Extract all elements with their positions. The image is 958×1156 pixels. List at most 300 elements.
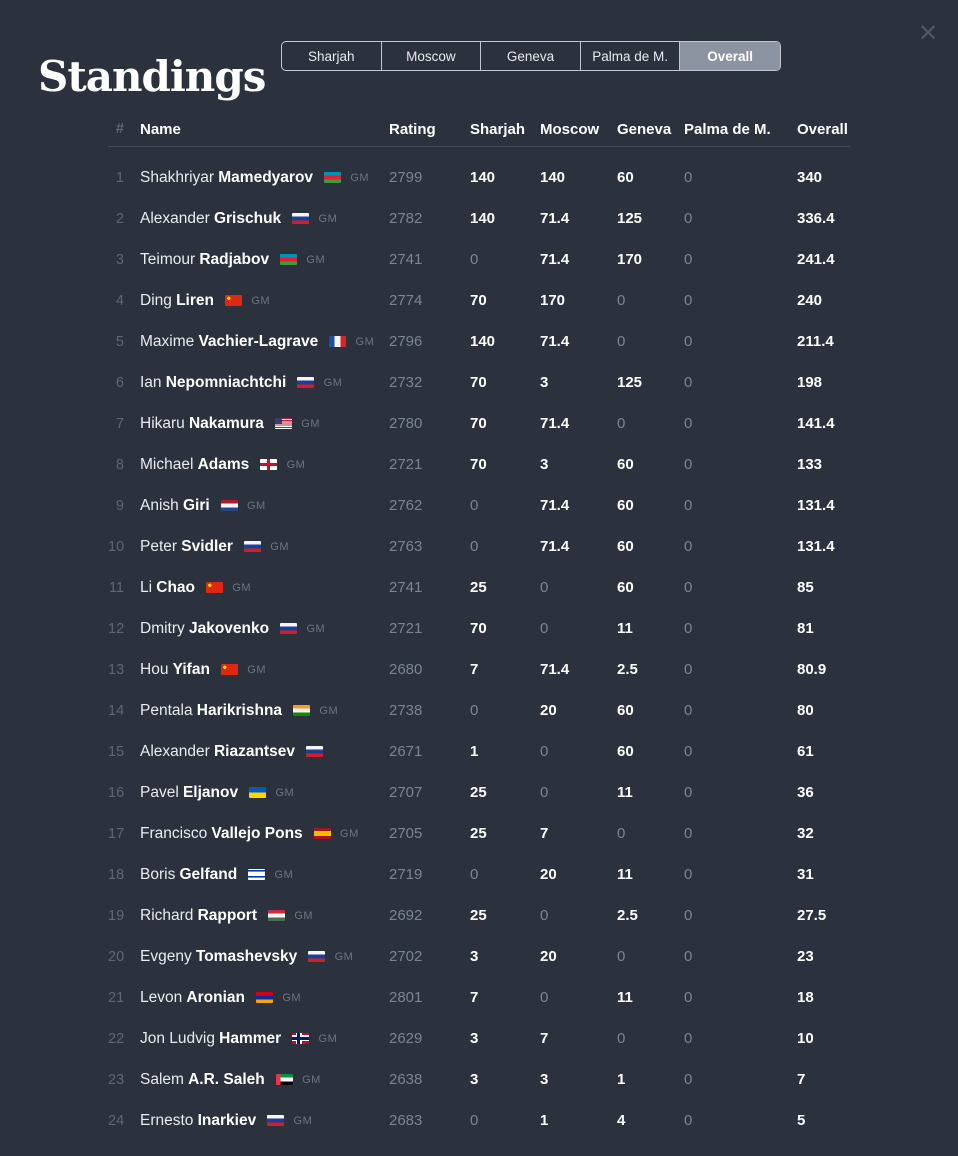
player-last-name: Nakamura <box>188 414 264 432</box>
gm-title: GM <box>232 581 252 594</box>
overall-score: 80 <box>797 702 814 719</box>
table-header-row <box>108 112 850 147</box>
moscow-score: 170 <box>540 292 566 309</box>
standings-table <box>108 112 850 1141</box>
table-row <box>108 1059 850 1100</box>
player-name <box>132 661 389 679</box>
player-last-name: Liren <box>176 291 214 309</box>
table-row <box>108 198 850 239</box>
overall-score: 23 <box>797 948 814 965</box>
header-palma: Palma de M. <box>684 120 771 138</box>
rating-value: 2796 <box>389 333 423 350</box>
rank: 24 <box>108 1112 125 1129</box>
player-first-name: Ian <box>140 373 162 391</box>
geneva-score: 60 <box>617 497 634 514</box>
player-first-name: Dmitry <box>140 619 185 637</box>
player-name <box>132 948 389 966</box>
geneva-score: 0 <box>617 825 626 842</box>
geneva-score: 2.5 <box>617 907 638 924</box>
tab-sharjah[interactable]: Sharjah <box>282 42 382 70</box>
player-last-name: Rapport <box>197 906 258 924</box>
overall-score: 133 <box>797 456 823 473</box>
player-last-name: Hammer <box>219 1029 282 1047</box>
sharjah-score: 1 <box>470 743 479 760</box>
moscow-score: 20 <box>540 702 557 719</box>
rating-value: 2799 <box>389 169 423 186</box>
palma-score: 0 <box>684 1030 693 1047</box>
palma-score: 0 <box>684 907 693 924</box>
player-first-name: Alexander <box>140 209 210 227</box>
overall-score: 85 <box>797 579 814 596</box>
player-last-name: Adams <box>197 455 250 473</box>
player-first-name: Salem <box>140 1070 184 1088</box>
rank: 19 <box>108 907 125 924</box>
overall-score: 141.4 <box>797 415 835 432</box>
palma-score: 0 <box>684 784 693 801</box>
moscow-score: 0 <box>540 989 549 1006</box>
table-row <box>108 1100 850 1141</box>
moscow-score: 20 <box>540 948 557 965</box>
table-row <box>108 1018 850 1059</box>
flag-en-icon <box>260 459 277 470</box>
player-last-name: Svidler <box>181 537 233 555</box>
header-overall: Overall <box>797 120 848 138</box>
player-first-name: Teimour <box>140 250 196 268</box>
player-name <box>132 497 389 515</box>
palma-score: 0 <box>684 497 693 514</box>
rating-value: 2741 <box>389 251 423 268</box>
geneva-score: 0 <box>617 1030 626 1047</box>
flag-cn-icon <box>225 295 242 306</box>
table-row <box>108 321 850 362</box>
geneva-score: 60 <box>617 538 634 555</box>
player-last-name: Grischuk <box>213 209 282 227</box>
geneva-score: 2.5 <box>617 661 638 678</box>
player-first-name: Pentala <box>140 701 193 719</box>
player-name <box>132 374 389 392</box>
rating-value: 2638 <box>389 1071 423 1088</box>
table-row <box>108 362 850 403</box>
palma-score: 0 <box>684 825 693 842</box>
header-rank: # <box>115 121 124 137</box>
flag-ru-icon <box>267 1115 284 1126</box>
moscow-score: 71.4 <box>540 415 570 432</box>
rating-value: 2683 <box>389 1112 423 1129</box>
geneva-score: 60 <box>617 169 634 186</box>
sharjah-score: 25 <box>470 825 487 842</box>
moscow-score: 3 <box>540 1071 549 1088</box>
table-row <box>108 403 850 444</box>
geneva-score: 0 <box>617 333 626 350</box>
gm-title: GM <box>301 417 321 430</box>
tournament-tab-group <box>281 41 781 71</box>
player-name <box>132 415 389 433</box>
gm-title: GM <box>340 827 359 840</box>
gm-title: GM <box>270 540 290 553</box>
palma-score: 0 <box>684 661 693 678</box>
rank: 3 <box>115 251 124 268</box>
rank: 18 <box>108 866 125 883</box>
player-last-name: Chao <box>156 578 195 596</box>
gm-title: GM <box>323 376 343 389</box>
rating-value: 2707 <box>389 784 423 801</box>
palma-score: 0 <box>684 743 693 760</box>
overall-score: 241.4 <box>797 251 835 268</box>
sharjah-score: 140 <box>470 333 496 350</box>
sharjah-score: 0 <box>470 702 479 719</box>
sharjah-score: 0 <box>470 866 479 883</box>
moscow-score: 0 <box>540 579 549 596</box>
header-geneva: Geneva <box>617 120 672 138</box>
moscow-score: 71.4 <box>540 251 570 268</box>
player-first-name: Hou <box>140 660 169 678</box>
gm-title: GM <box>306 622 326 635</box>
header-rating: Rating <box>389 120 436 138</box>
rank: 4 <box>115 292 124 309</box>
overall-score: 27.5 <box>797 907 827 924</box>
player-last-name: Riazantsev <box>213 742 295 760</box>
flag-fr-icon <box>329 336 346 347</box>
rank: 21 <box>108 989 125 1006</box>
overall-score: 131.4 <box>797 538 835 555</box>
gm-title: GM <box>293 1114 313 1127</box>
gm-title: GM <box>302 1073 321 1086</box>
gm-title: GM <box>286 458 306 471</box>
rank: 17 <box>108 825 125 842</box>
rating-value: 2732 <box>389 374 423 391</box>
geneva-score: 60 <box>617 579 634 596</box>
table-row <box>108 854 850 895</box>
player-first-name: Michael <box>140 455 194 473</box>
palma-score: 0 <box>684 948 693 965</box>
palma-score: 0 <box>684 456 693 473</box>
geneva-score: 60 <box>617 456 634 473</box>
sharjah-score: 25 <box>470 784 487 801</box>
rating-value: 2741 <box>389 579 423 596</box>
table-row <box>108 567 850 608</box>
overall-score: 198 <box>797 374 823 391</box>
rank: 16 <box>108 784 125 801</box>
sharjah-score: 70 <box>470 620 487 637</box>
table-row <box>108 813 850 854</box>
overall-score: 5 <box>797 1112 806 1129</box>
sharjah-score: 0 <box>470 1112 479 1129</box>
palma-score: 0 <box>684 620 693 637</box>
rating-value: 2738 <box>389 702 423 719</box>
sharjah-score: 140 <box>470 169 496 186</box>
player-last-name: Inarkiev <box>197 1111 257 1129</box>
palma-score: 0 <box>684 579 693 596</box>
palma-score: 0 <box>684 702 693 719</box>
player-name <box>132 784 389 802</box>
flag-ru-icon <box>280 623 297 634</box>
player-name <box>132 579 389 597</box>
player-last-name: Gelfand <box>179 865 238 883</box>
player-name <box>132 169 389 187</box>
gm-title: GM <box>334 950 354 963</box>
overall-score: 7 <box>797 1071 806 1088</box>
player-name <box>132 538 389 556</box>
player-last-name: Tomashevsky <box>195 947 298 965</box>
gm-title: GM <box>350 171 370 184</box>
geneva-score: 60 <box>617 702 634 719</box>
sharjah-score: 25 <box>470 579 487 596</box>
sharjah-score: 25 <box>470 907 487 924</box>
overall-score: 10 <box>797 1030 814 1047</box>
moscow-score: 71.4 <box>540 538 570 555</box>
player-last-name: A.R. Saleh <box>188 1070 265 1088</box>
moscow-score: 140 <box>540 169 566 186</box>
player-name <box>132 989 389 1007</box>
geneva-score: 11 <box>617 784 633 801</box>
moscow-score: 71.4 <box>540 497 570 514</box>
moscow-score: 7 <box>540 1030 549 1047</box>
moscow-score: 71.4 <box>540 210 570 227</box>
player-name <box>132 292 389 310</box>
rating-value: 2719 <box>389 866 423 883</box>
player-first-name: Hikaru <box>140 414 185 432</box>
geneva-score: 11 <box>617 620 633 637</box>
sharjah-score: 70 <box>470 415 487 432</box>
sharjah-score: 0 <box>470 251 479 268</box>
player-name <box>132 907 389 925</box>
moscow-score: 71.4 <box>540 661 570 678</box>
flag-ru-icon <box>308 951 325 962</box>
table-row <box>108 936 850 977</box>
geneva-score: 11 <box>617 866 633 883</box>
sharjah-score: 3 <box>470 948 479 965</box>
flag-cn-icon <box>206 582 223 593</box>
moscow-score: 3 <box>540 374 549 391</box>
sharjah-score: 70 <box>470 456 487 473</box>
flag-az-icon <box>280 254 297 265</box>
overall-score: 336.4 <box>797 210 835 227</box>
overall-score: 81 <box>797 620 814 637</box>
sharjah-score: 70 <box>470 292 487 309</box>
tab-palma-de-m[interactable]: Palma de M. <box>581 42 681 70</box>
sharjah-score: 70 <box>470 374 487 391</box>
palma-score: 0 <box>684 415 693 432</box>
rating-value: 2721 <box>389 456 423 473</box>
flag-am-icon <box>256 992 273 1003</box>
flag-us-icon <box>275 418 292 429</box>
palma-score: 0 <box>684 1112 693 1129</box>
geneva-score: 0 <box>617 948 626 965</box>
gm-title: GM <box>275 786 295 799</box>
table-row <box>108 977 850 1018</box>
gm-title: GM <box>294 909 314 922</box>
palma-score: 0 <box>684 866 693 883</box>
flag-hu-icon <box>268 910 285 921</box>
geneva-score: 170 <box>617 251 643 268</box>
player-last-name: Mamedyarov <box>218 168 314 186</box>
table-row <box>108 157 850 198</box>
player-last-name: Yifan <box>172 660 210 678</box>
gm-title: GM <box>318 212 338 225</box>
tab-moscow[interactable]: Moscow <box>382 42 482 70</box>
overall-score: 36 <box>797 784 814 801</box>
rating-value: 2629 <box>389 1030 423 1047</box>
player-first-name: Francisco <box>140 824 208 842</box>
geneva-score: 1 <box>617 1071 626 1088</box>
player-first-name: Maxime <box>140 332 195 350</box>
palma-score: 0 <box>684 374 693 391</box>
rating-value: 2774 <box>389 292 423 309</box>
palma-score: 0 <box>684 292 693 309</box>
flag-ru-icon <box>292 213 309 224</box>
overall-score: 240 <box>797 292 823 309</box>
rating-value: 2721 <box>389 620 423 637</box>
palma-score: 0 <box>684 538 693 555</box>
sharjah-score: 3 <box>470 1071 479 1088</box>
rank: 20 <box>108 948 125 965</box>
table-row <box>108 239 850 280</box>
rank: 15 <box>108 743 125 760</box>
gm-title: GM <box>319 704 339 717</box>
palma-score: 0 <box>684 989 693 1006</box>
player-first-name: Pavel <box>140 783 179 801</box>
rank: 6 <box>115 374 124 391</box>
moscow-score: 20 <box>540 866 557 883</box>
geneva-score: 4 <box>617 1112 626 1129</box>
gm-title: GM <box>318 1032 338 1045</box>
geneva-score: 0 <box>617 415 626 432</box>
rank: 2 <box>115 210 124 227</box>
player-name <box>132 743 389 761</box>
table-body <box>108 157 850 1141</box>
close-icon: ✕ <box>917 19 939 47</box>
rank: 8 <box>115 456 124 473</box>
table-row <box>108 895 850 936</box>
player-name <box>132 1071 389 1089</box>
player-first-name: Levon <box>140 988 183 1006</box>
gm-title: GM <box>306 253 326 266</box>
player-first-name: Peter <box>140 537 178 555</box>
header-name: Name <box>140 120 181 138</box>
player-first-name: Ernesto <box>140 1111 194 1129</box>
rank: 22 <box>108 1030 125 1047</box>
tab-overall[interactable]: Overall <box>680 42 780 70</box>
player-first-name: Shakhriyar <box>140 168 215 186</box>
player-name <box>132 251 389 269</box>
palma-score: 0 <box>684 1071 693 1088</box>
flag-es-icon <box>314 828 331 839</box>
rating-value: 2692 <box>389 907 423 924</box>
geneva-score: 11 <box>617 989 633 1006</box>
player-last-name: Radjabov <box>199 250 270 268</box>
player-last-name: Aronian <box>186 988 245 1006</box>
moscow-score: 0 <box>540 743 549 760</box>
geneva-score: 125 <box>617 210 643 227</box>
rank: 11 <box>108 579 124 596</box>
player-name <box>132 1112 389 1130</box>
flag-cn-icon <box>221 664 238 675</box>
overall-score: 131.4 <box>797 497 835 514</box>
flag-ru-icon <box>306 746 323 757</box>
player-last-name: Vachier-Lagrave <box>198 332 319 350</box>
rating-value: 2801 <box>389 989 423 1006</box>
player-first-name: Evgeny <box>140 947 192 965</box>
moscow-score: 0 <box>540 784 549 801</box>
player-last-name: Nepomniachtchi <box>165 373 287 391</box>
palma-score: 0 <box>684 333 693 350</box>
overall-score: 31 <box>797 866 814 883</box>
gm-title: GM <box>251 294 271 307</box>
player-name <box>132 333 389 351</box>
gm-title: GM <box>274 868 294 881</box>
moscow-score: 3 <box>540 456 549 473</box>
flag-az-icon <box>324 172 341 183</box>
tab-geneva[interactable]: Geneva <box>481 42 581 70</box>
player-last-name: Giri <box>182 496 210 514</box>
sharjah-score: 7 <box>470 989 479 1006</box>
table-row <box>108 731 850 772</box>
moscow-score: 7 <box>540 825 549 842</box>
player-first-name: Anish <box>140 496 179 514</box>
rank: 10 <box>108 538 125 555</box>
player-name <box>132 1030 389 1048</box>
geneva-score: 125 <box>617 374 643 391</box>
flag-no-icon <box>292 1033 309 1044</box>
player-first-name: Li <box>140 578 153 596</box>
table-row <box>108 649 850 690</box>
header-moscow: Moscow <box>540 120 600 138</box>
flag-ua-icon <box>249 787 266 798</box>
table-row <box>108 526 850 567</box>
table-row <box>108 444 850 485</box>
rating-value: 2762 <box>389 497 423 514</box>
palma-score: 0 <box>684 210 693 227</box>
player-name <box>132 620 389 638</box>
overall-score: 32 <box>797 825 814 842</box>
moscow-score: 1 <box>540 1112 549 1129</box>
player-first-name: Boris <box>140 865 176 883</box>
sharjah-score: 7 <box>470 661 479 678</box>
moscow-score: 0 <box>540 620 549 637</box>
table-row <box>108 690 850 731</box>
rating-value: 2680 <box>389 661 423 678</box>
player-first-name: Alexander <box>140 742 210 760</box>
player-first-name: Ding <box>140 291 172 309</box>
rank: 13 <box>108 661 125 678</box>
sharjah-score: 140 <box>470 210 496 227</box>
player-name <box>132 456 389 474</box>
player-last-name: Vallejo Pons <box>211 824 303 842</box>
player-name <box>132 210 389 228</box>
rank: 5 <box>115 333 124 350</box>
table-row <box>108 608 850 649</box>
player-first-name: Richard <box>140 906 194 924</box>
gm-title: GM <box>282 991 302 1004</box>
rank: 7 <box>115 415 124 432</box>
geneva-score: 0 <box>617 292 626 309</box>
rank: 12 <box>108 620 125 637</box>
table-row <box>108 772 850 813</box>
rating-value: 2705 <box>389 825 423 842</box>
flag-in-icon <box>293 705 310 716</box>
rank: 9 <box>115 497 124 514</box>
rating-value: 2780 <box>389 415 423 432</box>
player-last-name: Jakovenko <box>188 619 270 637</box>
gm-title: GM <box>355 335 375 348</box>
palma-score: 0 <box>684 169 693 186</box>
overall-score: 80.9 <box>797 661 827 678</box>
close-button[interactable] <box>908 13 948 53</box>
sharjah-score: 3 <box>470 1030 479 1047</box>
rank: 23 <box>108 1071 125 1088</box>
rating-value: 2702 <box>389 948 423 965</box>
header-sharjah: Sharjah <box>470 120 526 138</box>
